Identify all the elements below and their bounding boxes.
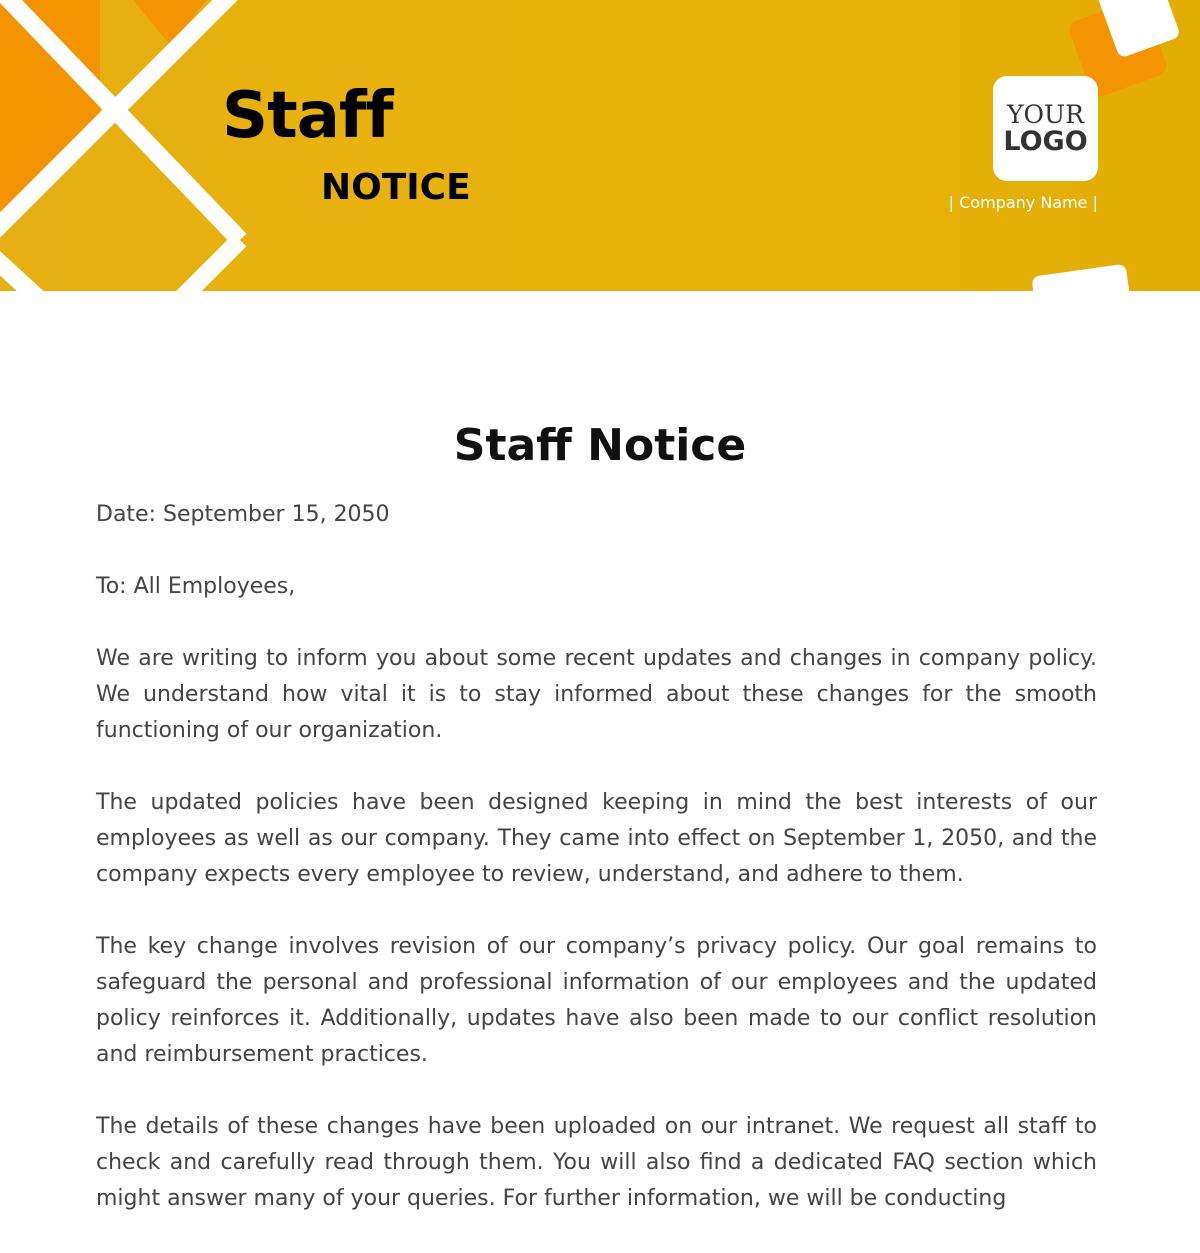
recipient-line: To: All Employees, <box>96 574 296 599</box>
company-name: | Company Name | <box>948 193 1098 212</box>
header-banner <box>0 0 1200 291</box>
logo-text-bottom: LOGO <box>1003 126 1088 157</box>
document-body <box>96 497 1097 1253</box>
body-paragraph: The updated policies have been designed keeping in mind the best interests of our employees as well as our company. They came into effect on September 1, 2050, and the company expects every employee to review, understand, and adhere to them. <box>96 790 1097 887</box>
document-title: Staff Notice <box>453 420 747 471</box>
body-paragraph: The details of these changes have been uploaded on our intranet. We request all staff to check and carefully read through them. You will also find a dedicated FAQ section which might answer many of your queries. For further information, we will be conducting <box>96 1114 1097 1211</box>
company-logo <box>993 76 1098 181</box>
logo-text-top: YOUR <box>1007 100 1084 129</box>
date-line: Date: September 15, 2050 <box>96 502 390 527</box>
white-square-shape-bottom <box>1031 264 1133 291</box>
banner-subtitle: NOTICE <box>321 167 471 208</box>
body-paragraph: The key change involves revision of our company’s privacy policy. Our goal remains to safeguard the personal and professional information of our employees and the updated policy reinforces it. Additionally, updates have also been made to our conflict resolution and reimbursement practices. <box>96 934 1097 1067</box>
banner-title: Staff <box>222 79 393 153</box>
body-paragraph: We are writing to inform you about some recent updates and changes in company policy. We understand how vital it is to stay informed about these changes for the smooth functioning of our organization. <box>96 646 1097 743</box>
